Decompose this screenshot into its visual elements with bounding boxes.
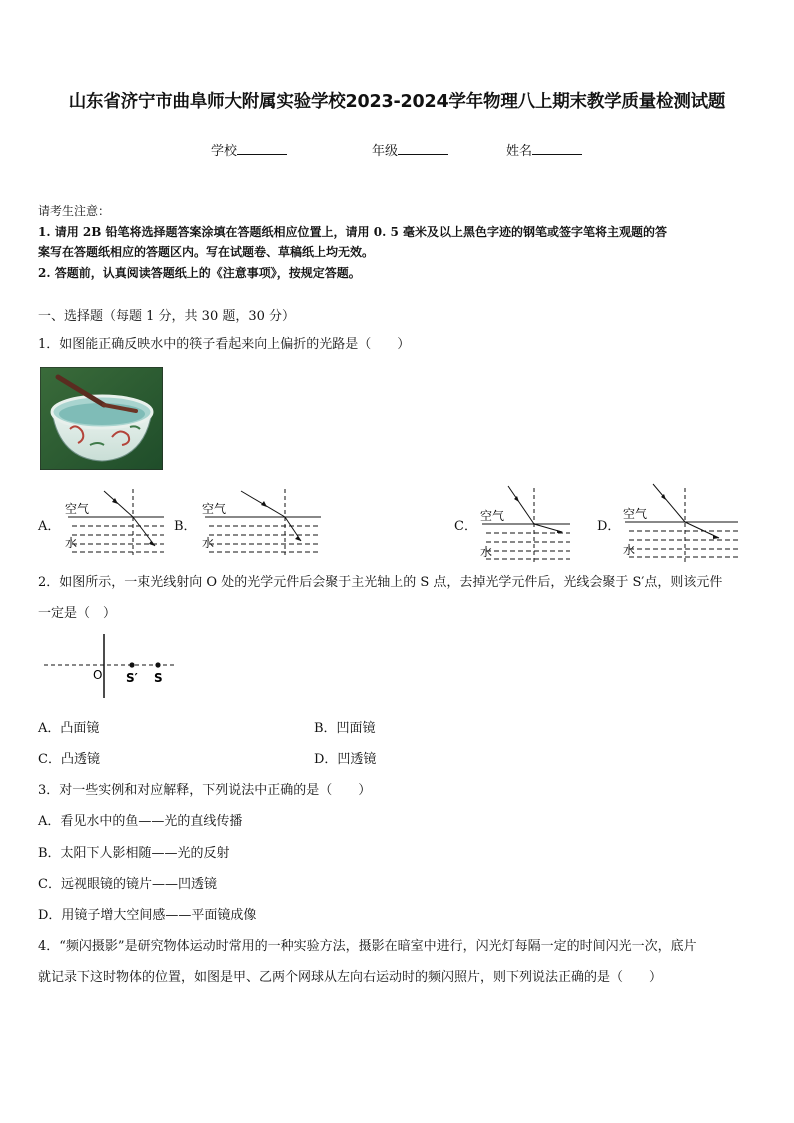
q1-stem: 1．如图能正确反映水中的筷子看起来向上偏折的光路是（ ） xyxy=(38,337,411,352)
q2-line2: 一定是（ ） xyxy=(38,606,117,621)
grade-field[interactable] xyxy=(372,140,448,159)
q1-option-a-letter[interactable]: A． xyxy=(38,519,61,534)
q4-line1: 4．“频闪摄影”是研究物体运动时常用的一种实验方法，摄影在暗室中进行，闪光灯每隔一定的时间闪光一次，底片 xyxy=(38,939,697,954)
q3-option-d[interactable]: D．用镜子增大空间感——平面镜成像 xyxy=(38,908,257,923)
bowl-chopstick-photo xyxy=(40,367,163,470)
q2-option-a[interactable]: A．凸面镜 xyxy=(38,721,100,736)
name-label: 姓名 xyxy=(506,144,533,159)
water-label: 水 xyxy=(65,536,78,550)
point-s-label: S xyxy=(154,671,163,685)
q3-option-c[interactable]: C．远视眼镜的镜片——凹透镜 xyxy=(38,877,217,892)
q2-option-d[interactable]: D．凹透镜 xyxy=(314,752,377,767)
notice-item1-line1: 1. 请用 2B 铅笔将选择题答案涂填在答题纸相应位置上，请用 0. 5 毫米及以上黑色字迹的钢笔或签字笔将主观题的答 xyxy=(38,224,667,239)
water-label: 水 xyxy=(480,545,493,559)
grade-blank[interactable] xyxy=(398,142,448,155)
q1-option-c-letter[interactable]: C． xyxy=(454,519,477,534)
water-label: 水 xyxy=(623,543,636,557)
document-title: 山东省济宁市曲阜师大附属实验学校2023-2024学年物理八上期末教学质量检测试题 xyxy=(68,92,726,112)
air-label: 空气 xyxy=(623,507,648,521)
school-label: 学校 xyxy=(211,144,238,159)
name-field[interactable] xyxy=(506,140,582,159)
air-label: 空气 xyxy=(202,502,227,516)
notice-item2: 2. 答题前，认真阅读答题纸上的《注意事项》，按规定答题。 xyxy=(38,265,361,280)
point-s-prime-label: S′ xyxy=(126,671,138,685)
point-o-label: O xyxy=(93,668,103,682)
q3-option-a[interactable]: A．看见水中的鱼——光的直线传播 xyxy=(38,814,243,829)
q1-option-d-diagram[interactable] xyxy=(619,480,744,565)
grade-label: 年级 xyxy=(372,144,399,159)
q3-option-b[interactable]: B．太阳下人影相随——光的反射 xyxy=(38,846,230,861)
section-heading: 一、选择题（每题 1 分，共 30 题，30 分） xyxy=(38,309,296,324)
q1-option-b-diagram[interactable] xyxy=(197,483,327,558)
q2-line1: 2．如图所示，一束光线射向 O 处的光学元件后会聚于主光轴上的 S 点，去掉光学元件后，光线会聚于 S′点，则该元件 xyxy=(38,575,723,590)
water-label: 水 xyxy=(202,536,215,550)
q3-stem: 3．对一些实例和对应解释，下列说法中正确的是（ ） xyxy=(38,783,372,798)
q1-option-c-diagram[interactable] xyxy=(476,480,576,565)
air-label: 空气 xyxy=(65,502,90,516)
q2-optics-figure xyxy=(40,630,180,700)
q2-option-b[interactable]: B．凹面镜 xyxy=(314,721,376,736)
notice-heading: 请考生注意： xyxy=(38,204,111,218)
q2-option-c[interactable]: C．凸透镜 xyxy=(38,752,100,767)
q1-option-d-letter[interactable]: D． xyxy=(597,519,621,534)
notice-block xyxy=(38,201,768,283)
q4-line2: 就记录下这时物体的位置，如图是甲、乙两个网球从左向右运动时的频闪照片，则下列说法正确的是（ ） xyxy=(38,970,663,985)
q1-option-b-letter[interactable]: B． xyxy=(174,519,197,534)
school-blank[interactable] xyxy=(237,142,287,155)
q1-option-a-diagram[interactable] xyxy=(60,483,170,558)
notice-item1-line2: 案写在答题纸相应的答题区内。写在试题卷、草稿纸上均无效。 xyxy=(38,245,375,259)
air-label: 空气 xyxy=(480,509,505,523)
school-field[interactable] xyxy=(211,140,287,159)
name-blank[interactable] xyxy=(532,142,582,155)
